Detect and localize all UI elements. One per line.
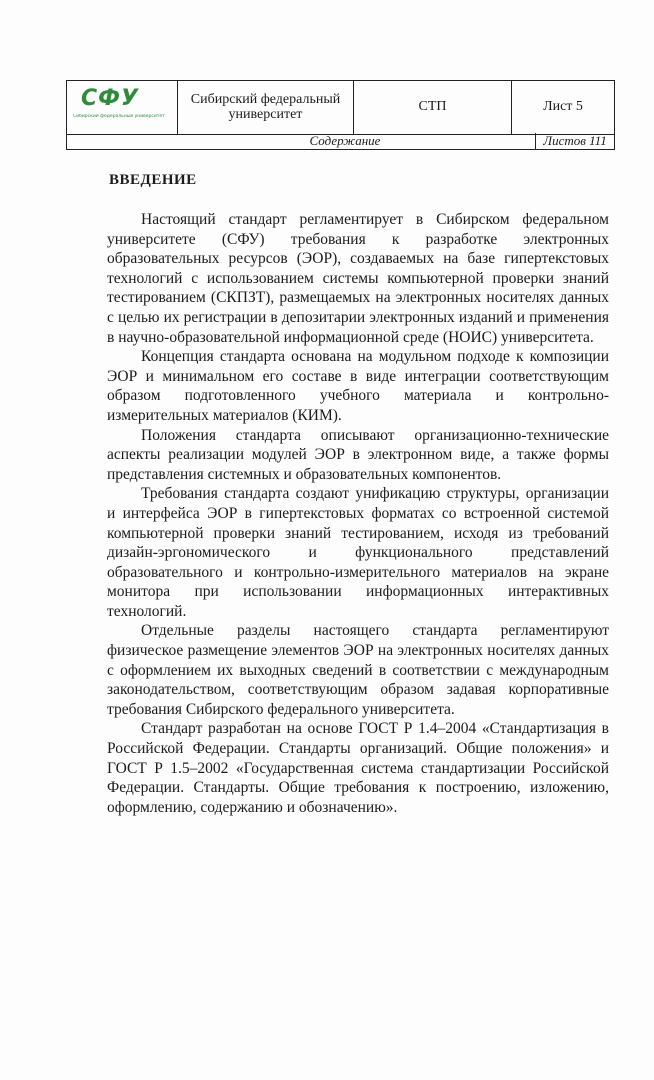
paragraph: Требования стандарта создают унификацию структуры, организации и интерфейса ЭОР в гипертекстовых форматах со встроенной системой компьютерной проверки знаний тестированием, исходя из требований дизайн-эргономического и функционального представлений образовательного и контрольно-измерительного материалов на экране монитора при использовании информационных интерактивных технологий. [107, 485, 609, 620]
university-name: Сибирский федеральный университет [190, 92, 341, 122]
university-logo-subtitle: Сибирский федеральный университет [73, 114, 165, 119]
paragraph: Концепция стандарта основана на модульном подходе к композиции ЭОР и минимальном его составе в виде интеграции соответствующим образом подготовленного учебного материала и контрольно-измерительных материалов (КИМ). [107, 348, 609, 424]
university-name-cell [178, 81, 354, 134]
paragraph: Настоящий стандарт регламентирует в Сибирском федеральном университете (СФУ) требования к разработке электронных образовательных ресурсов (ЭОР), создаваемых на базе гипертекстовых технологий с использованием системы компьютерной проверки знаний тестированием (СКПЗТ), размещаемых на электронных носителях данных с целью их регистрации в депозитарии электронных изданий и применения в научно-образовательной информационной среде (НОИС) университета. [107, 211, 609, 346]
stamp-bottom-row [66, 133, 615, 150]
sheet-number-cell [512, 81, 614, 134]
paragraph: Отдельные разделы настоящего стандарта регламентируют физическое размещение элементов ЭОР на электронных носителях данных с оформлением их выходных сведений в соответствии с международным законодательством, соответствующим образом задавая корпоративные требования Сибирского федерального университета. [107, 622, 609, 718]
standard-code: СТП [418, 99, 447, 114]
document-body [107, 210, 609, 817]
document-header-stamp [66, 80, 615, 150]
sheet-number: Лист 5 [543, 99, 583, 114]
section-heading: ВВЕДЕНИЕ [109, 172, 197, 188]
paragraph: Положения стандарта описывают организационно-технические аспекты реализации модулей ЭОР в электронном виде, а также формы представления системных и образовательных компонентов. [107, 426, 609, 483]
contents-link[interactable]: Содержание [309, 133, 381, 148]
logo-cell [67, 81, 178, 134]
paragraph: Стандарт разработан на основе ГОСТ Р 1.4–2004 «Стандартизация в Российской Федерации. Стандарты организаций. Общие положения» и ГОСТ Р 1.5–2002 «Государственная система стандартизации Российской Федерации. Стандарты. Общие требования к построению, изложению, оформлению, содержанию и обозначению». [107, 720, 609, 816]
total-sheets: Листов 111 [535, 133, 614, 149]
university-logo: СФУ [81, 86, 139, 111]
stamp-top-row [66, 80, 615, 135]
standard-code-cell [354, 81, 512, 134]
